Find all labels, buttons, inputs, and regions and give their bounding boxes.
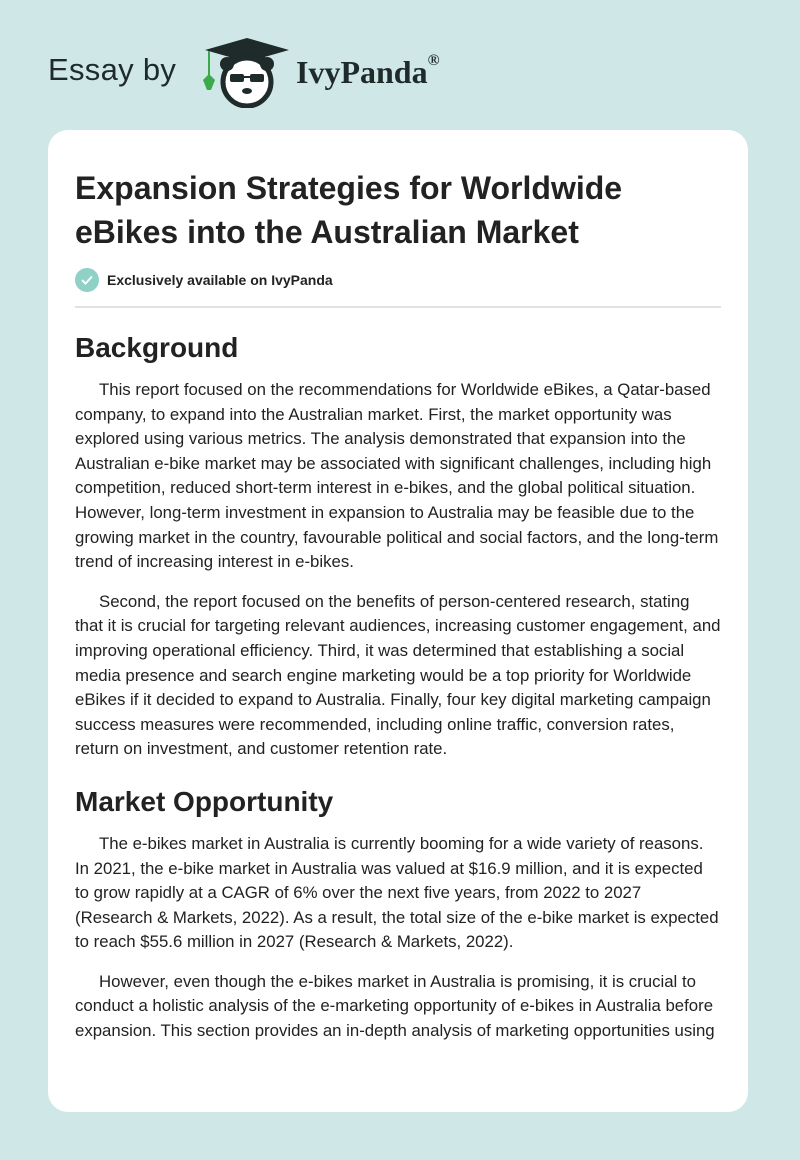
paragraph: This report focused on the recommendations for Worldwide eBikes, a Qatar-based company, to expand into the Australian market. First, the market opportunity was explored using various metrics. The analysis demonstrated that expansion into the Australian e-bike market may be associated with significant challenges, including high competition, reduced short-term interest in e-bikes, and the global political situation. However, long-term investment in expansion to Australia may be feasible due to the growing market in the country, favourable political and social factors, and the long-term trend of increasing interest in e-bikes. (75, 380, 719, 572)
exclusive-text: Exclusively available on IvyPanda (107, 272, 333, 288)
essay-title: Expansion Strategies for Worldwide eBikes into the Australian Market (75, 170, 623, 250)
section-heading: Background (75, 332, 239, 363)
essay-by-label: Essay by (48, 52, 177, 87)
ivypanda-logo-icon[interactable] (203, 36, 291, 108)
brand-name[interactable] (296, 54, 440, 91)
paragraph: Second, the report focused on the benefits of person-centered research, stating that it is crucial for targeting relevant audiences, increasing customer engagement, and improving operational efficiency. Third, it was determined that establishing a social media presence and search engine marketing would be a top priority for Worldwide eBikes if it decided to expand to Australia. Finally, four key digital marketing campaign success measures were recommended, including online traffic, conversion rates, return on investment, and customer retention rate. (75, 591, 721, 759)
paragraph: However, even though the e-bikes market in Australia is promising, it is crucial to conduct a holistic analysis of the e-marketing opportunity of e-bikes in Australia before expansion. This section provides an in-depth analysis of marketing opportunities using (75, 971, 715, 1041)
exclusive-badge (75, 268, 721, 308)
paragraph: The e-bikes market in Australia is currently booming for a wide variety of reasons. In 2021, the e-bike market in Australia was valued at $16.9 million, and it is expected to grow rapidly at a CAGR of 6% over the next five years, from 2022 to 2027 (Research & Markets, 2022). As a result, the total size of the e-bike market is expected to reach $55.6 million in 2027 (Research & Markets, 2022). (75, 833, 719, 952)
site-header (0, 0, 800, 130)
essay-card (48, 130, 748, 1112)
check-icon (75, 268, 99, 292)
section-heading: Market Opportunity (75, 785, 334, 817)
registered-mark: ® (427, 52, 440, 69)
brand-text: IvyPanda (296, 54, 428, 90)
